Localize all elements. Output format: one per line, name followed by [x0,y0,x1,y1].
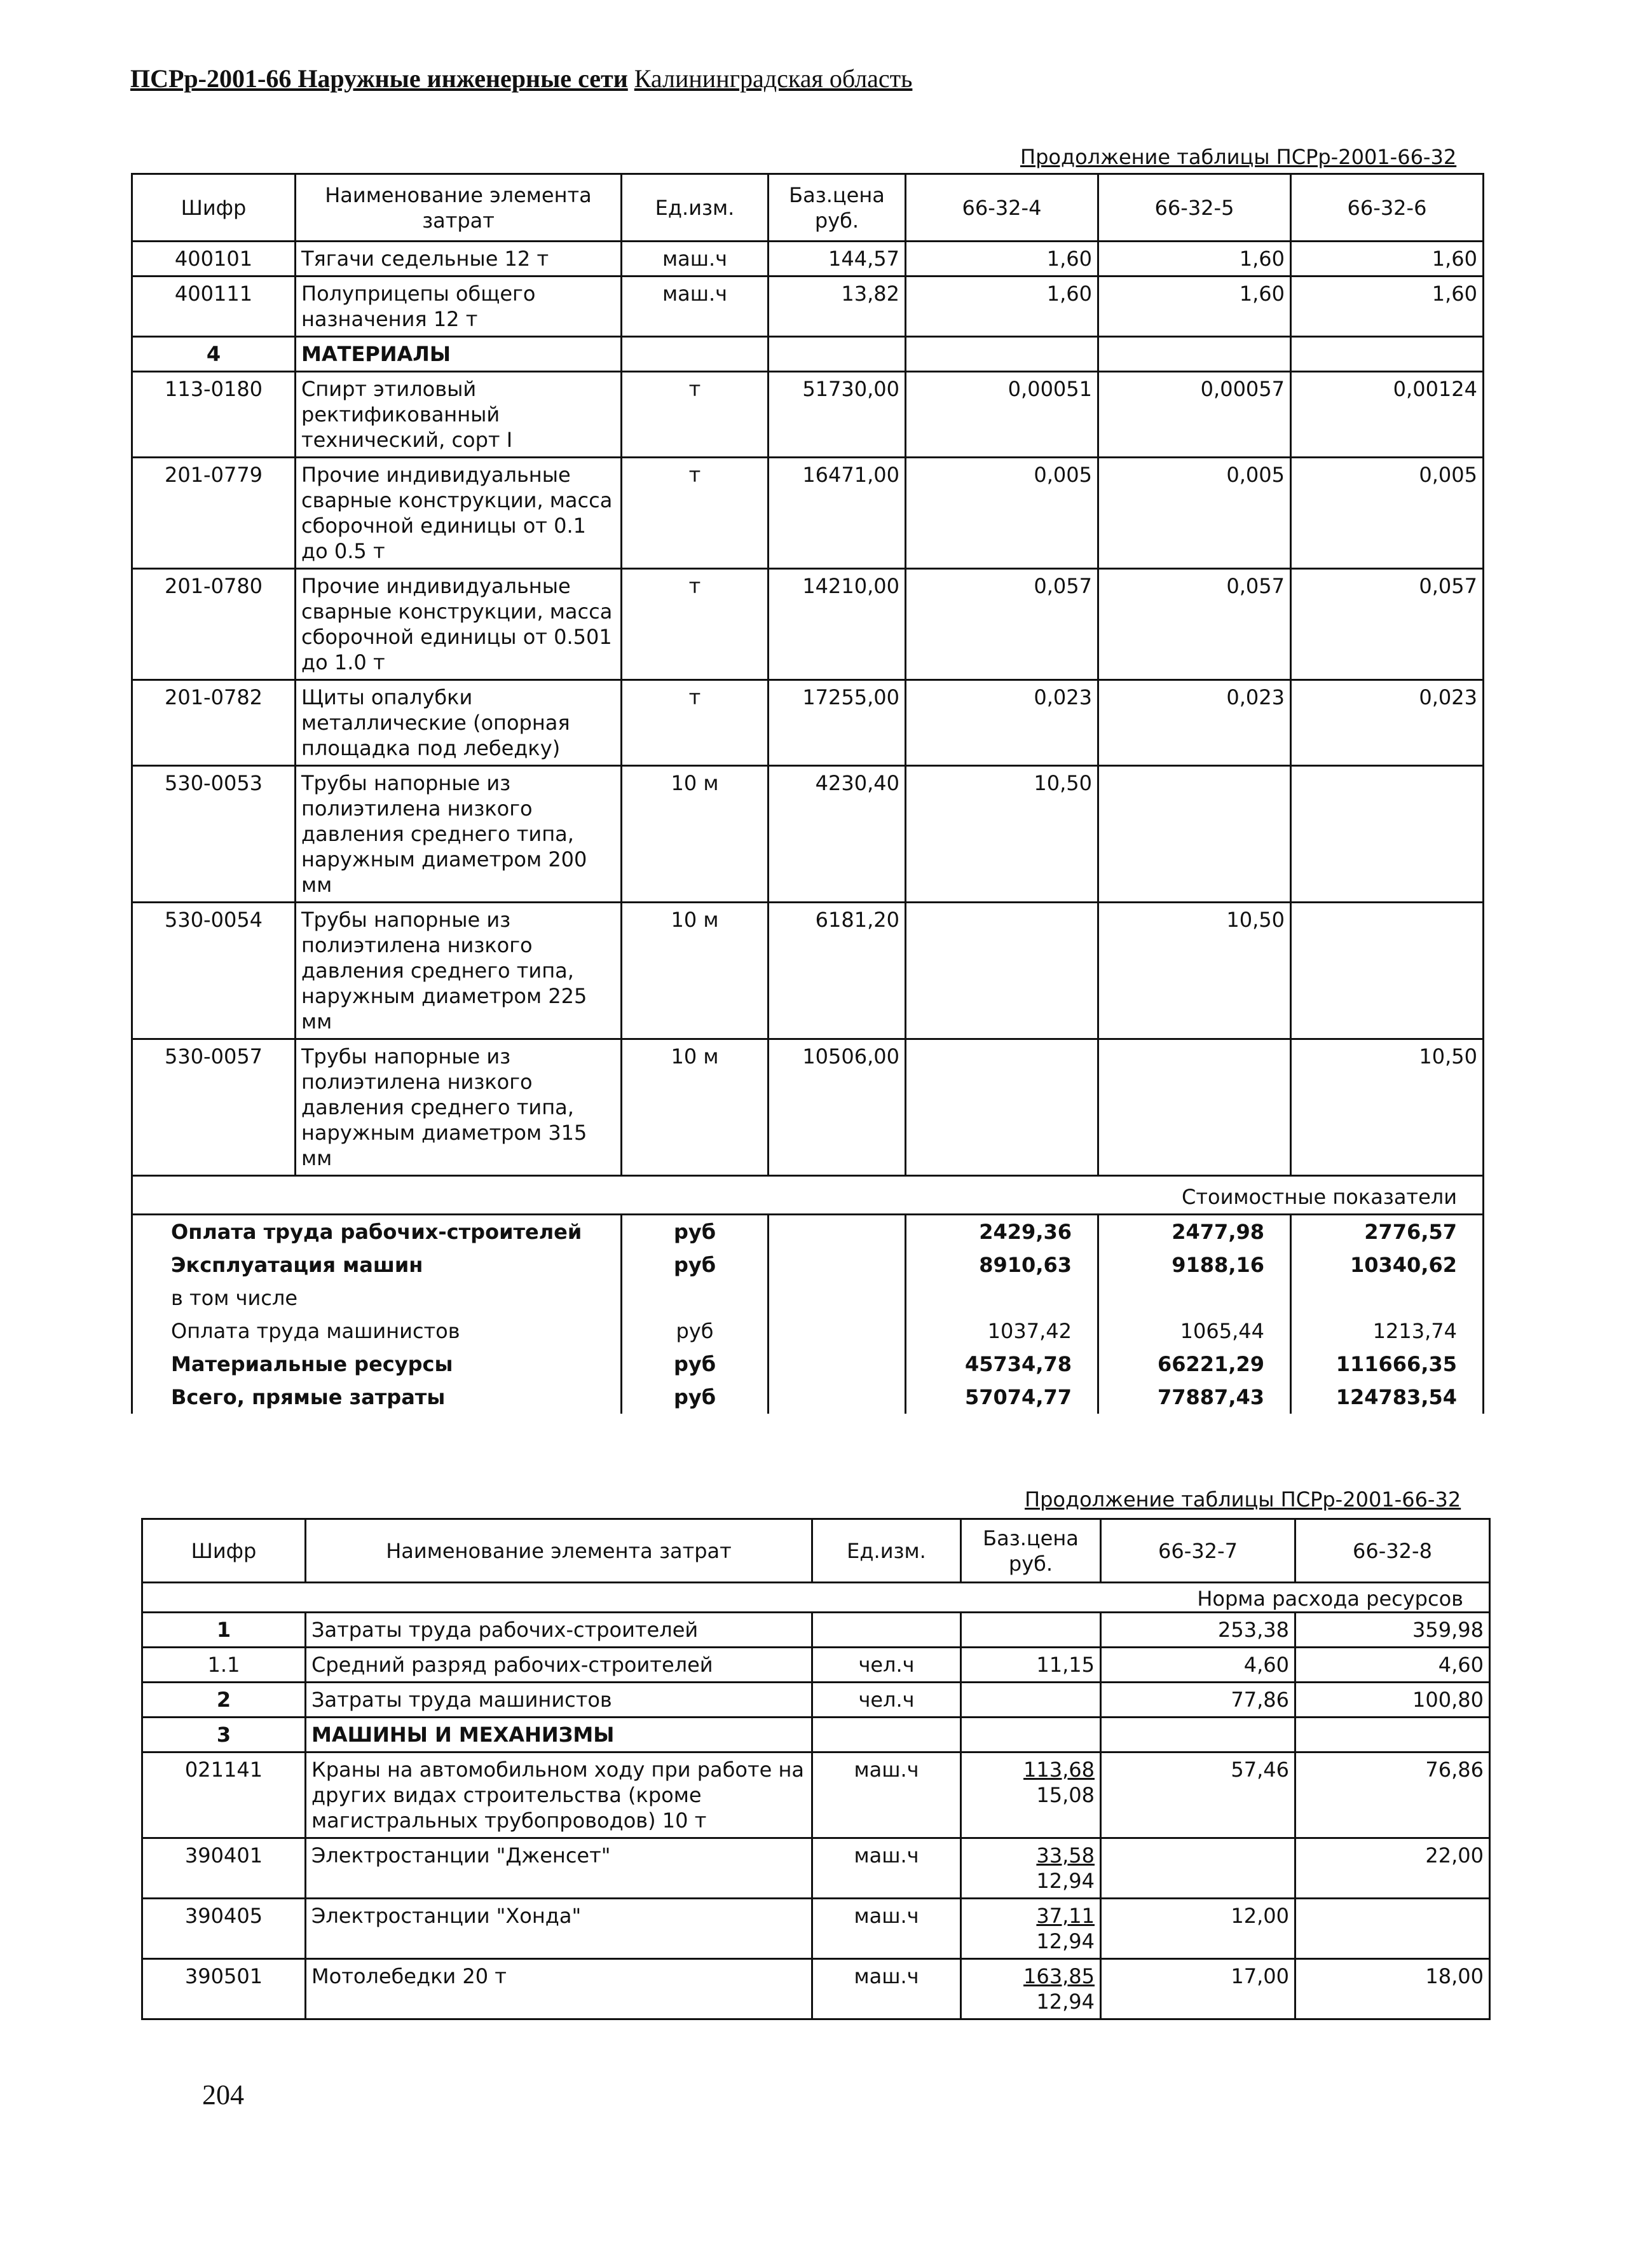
cell-name: МАШИНЫ И МЕХАНИЗМЫ [306,1718,812,1752]
table-row [132,1039,1484,1176]
table-row [142,1718,1490,1752]
column-header: 66-32-4 [906,174,1098,242]
column-header: Шифр [142,1519,306,1583]
cell-value: 18,00 [1295,1959,1490,2019]
price-fraction [1036,1903,1095,1954]
cell-unit: маш.ч [812,1838,961,1899]
cost-value: 66221,29 [1098,1348,1291,1381]
cell-price: 14210,00 [769,569,906,680]
cost-value: 10340,62 [1291,1248,1484,1281]
table-row [132,766,1484,903]
column-header: Баз.цена руб. [961,1519,1101,1583]
price-salary: 12,94 [1036,1929,1095,1953]
cell-value [906,337,1098,372]
cost-label: в том числе [132,1281,622,1315]
cell-value [1101,1718,1295,1752]
table-row [132,372,1484,458]
cell-code: 390405 [142,1899,306,1959]
cost-header: Стоимостные показатели [132,1176,1484,1215]
table1-continuation: Продолжение таблицы ПСРр-2001-66-32 [1020,145,1457,169]
column-header: 66-32-7 [1101,1519,1295,1583]
cell-name: Трубы напорные из полиэтилена низкого давления среднего типа, наружным диаметром 315 мм [296,1039,622,1176]
cell-unit: маш.ч [622,242,769,277]
cell-value: 1,60 [906,242,1098,277]
cell-value: 359,98 [1295,1613,1490,1648]
cell-unit: маш.ч [622,277,769,337]
cost-header-row [132,1176,1484,1215]
cost-value: 77887,43 [1098,1381,1291,1414]
cell-code: 113-0180 [132,372,296,458]
cell-code: 2 [142,1683,306,1718]
table-row [132,903,1484,1039]
cell-price: 6181,20 [769,903,906,1039]
cell-value: 0,057 [1098,569,1291,680]
cost-empty [769,1315,906,1348]
table-row [142,1959,1490,2019]
cell-value [1291,766,1484,903]
table2 [141,1518,1491,2020]
cell-code: 201-0780 [132,569,296,680]
cell-price: 11,15 [961,1648,1101,1683]
cost-value: 2429,36 [906,1215,1098,1249]
cell-unit: чел.ч [812,1683,961,1718]
column-header: Ед.изм. [812,1519,961,1583]
cell-value: 17,00 [1101,1959,1295,2019]
column-header: Баз.цена руб. [769,174,906,242]
cell-value [906,903,1098,1039]
cell-value [1101,1838,1295,1899]
cell-value [1098,1039,1291,1176]
cost-value: 1037,42 [906,1315,1098,1348]
column-header: 66-32-5 [1098,174,1291,242]
cell-value: 12,00 [1101,1899,1295,1959]
cell-unit: 10 м [622,766,769,903]
cell-price [961,1899,1101,1959]
cell-unit: чел.ч [812,1648,961,1683]
cell-value: 4,60 [1101,1648,1295,1683]
cell-name: Затраты труда рабочих-строителей [306,1613,812,1648]
price-base: 37,11 [1036,1904,1095,1928]
cell-value: 0,005 [906,458,1098,569]
cell-value: 0,005 [1291,458,1484,569]
table2-continuation: Продолжение таблицы ПСРр-2001-66-32 [1025,1487,1461,1512]
table-row [142,1683,1490,1718]
cost-row [132,1348,1484,1381]
price-salary: 12,94 [1036,1869,1095,1893]
cell-name: Прочие индивидуальные сварные конструкции, масса сборочной единицы от 0.501 до 1.0 т [296,569,622,680]
cost-empty [769,1248,906,1281]
cell-code: 021141 [142,1752,306,1838]
cost-row [132,1215,1484,1249]
cost-empty [769,1215,906,1249]
cost-value: 45734,78 [906,1348,1098,1381]
cell-unit: маш.ч [812,1959,961,2019]
cell-code: 530-0053 [132,766,296,903]
table-row [132,680,1484,766]
cell-value: 1,60 [1098,277,1291,337]
cell-value [1291,337,1484,372]
cell-price: 51730,00 [769,372,906,458]
cell-value: 0,023 [906,680,1098,766]
cell-value: 77,86 [1101,1683,1295,1718]
cost-empty [769,1281,906,1315]
cell-unit: маш.ч [812,1899,961,1959]
column-header: 66-32-8 [1295,1519,1490,1583]
table-row [142,1752,1490,1838]
cell-name: Трубы напорные из полиэтилена низкого давления среднего типа, наружным диаметром 200 мм [296,766,622,903]
cost-value [906,1281,1098,1315]
cost-unit: руб [622,1315,769,1348]
price-base: 33,58 [1036,1843,1095,1868]
cell-price [961,1752,1101,1838]
cell-value [1291,903,1484,1039]
cell-code: 400101 [132,242,296,277]
cell-price: 10506,00 [769,1039,906,1176]
table-row [142,1613,1490,1648]
cost-value: 9188,16 [1098,1248,1291,1281]
column-header: Шифр [132,174,296,242]
price-base: 113,68 [1023,1758,1095,1782]
cell-price [961,1838,1101,1899]
cell-unit: маш.ч [812,1752,961,1838]
cell-value [1295,1718,1490,1752]
cell-value: 1,60 [1098,242,1291,277]
cell-value: 0,005 [1098,458,1291,569]
cell-value: 10,50 [1291,1039,1484,1176]
cell-value [1098,766,1291,903]
cell-unit: т [622,372,769,458]
cell-price [961,1683,1101,1718]
cell-name: Тягачи седельные 12 т [296,242,622,277]
cell-value: 100,80 [1295,1683,1490,1718]
cell-unit [812,1718,961,1752]
cell-name: Щиты опалубки металлические (опорная площадка под лебедку) [296,680,622,766]
price-base: 163,85 [1023,1964,1095,1988]
cell-unit: т [622,569,769,680]
cost-value: 111666,35 [1291,1348,1484,1381]
cell-code: 530-0054 [132,903,296,1039]
cost-unit: руб [622,1215,769,1249]
cell-value: 57,46 [1101,1752,1295,1838]
cell-value: 0,057 [1291,569,1484,680]
cell-name: Электростанции "Хонда" [306,1899,812,1959]
cell-value: 0,00051 [906,372,1098,458]
norm-header: Норма расхода ресурсов [142,1583,1490,1613]
cell-value: 0,057 [906,569,1098,680]
cost-unit: руб [622,1348,769,1381]
cell-value: 10,50 [906,766,1098,903]
price-salary: 15,08 [1036,1783,1095,1807]
cell-price [961,1959,1101,2019]
cell-value: 0,023 [1291,680,1484,766]
cell-name: Полуприцепы общего назначения 12 т [296,277,622,337]
cell-price: 13,82 [769,277,906,337]
cell-value: 1,60 [1291,277,1484,337]
cost-row [132,1281,1484,1315]
cell-price [961,1613,1101,1648]
cell-name: Электростанции "Дженсет" [306,1838,812,1899]
cell-price: 16471,00 [769,458,906,569]
cell-value: 253,38 [1101,1613,1295,1648]
cell-code: 3 [142,1718,306,1752]
cell-name: Мотолебедки 20 т [306,1959,812,2019]
page-header [130,64,912,93]
cell-unit: 10 м [622,1039,769,1176]
cost-value: 124783,54 [1291,1381,1484,1414]
cell-price: 144,57 [769,242,906,277]
cell-unit: т [622,458,769,569]
cell-unit: т [622,680,769,766]
cost-row [132,1381,1484,1414]
cell-value [906,1039,1098,1176]
cell-code: 201-0779 [132,458,296,569]
cell-price: 4230,40 [769,766,906,903]
cell-unit [622,337,769,372]
cell-value: 0,00057 [1098,372,1291,458]
cost-label: Эксплуатация машин [132,1248,622,1281]
table-row [132,277,1484,337]
column-header: Ед.изм. [622,174,769,242]
cell-name: Прочие индивидуальные сварные конструкции, масса сборочной единицы от 0.1 до 0.5 т [296,458,622,569]
cost-value [1098,1281,1291,1315]
cell-name: Затраты труда машинистов [306,1683,812,1718]
cost-label: Оплата труда машинистов [132,1315,622,1348]
column-header: Наименование элемента затрат [296,174,622,242]
cell-unit: 10 м [622,903,769,1039]
cell-code: 1 [142,1613,306,1648]
cost-row [132,1315,1484,1348]
cost-label: Всего, прямые затраты [132,1381,622,1414]
price-fraction [1023,1757,1095,1808]
cost-value: 57074,77 [906,1381,1098,1414]
cell-code: 1.1 [142,1648,306,1683]
table-row [132,458,1484,569]
document-code: ПСРр-2001-66 Наружные инженерные сети [130,64,628,93]
cell-code: 390501 [142,1959,306,2019]
cell-value: 22,00 [1295,1838,1490,1899]
cost-unit: руб [622,1248,769,1281]
cell-name: Средний разряд рабочих-строителей [306,1648,812,1683]
table-row [142,1838,1490,1899]
cell-value: 0,00124 [1291,372,1484,458]
cell-name: Трубы напорные из полиэтилена низкого давления среднего типа, наружным диаметром 225 мм [296,903,622,1039]
cost-empty [769,1348,906,1381]
price-fraction [1036,1843,1095,1894]
cell-code: 201-0782 [132,680,296,766]
column-header: Наименование элемента затрат [306,1519,812,1583]
cost-value: 1213,74 [1291,1315,1484,1348]
table-row [142,1899,1490,1959]
cell-value: 76,86 [1295,1752,1490,1838]
cost-unit [622,1281,769,1315]
cost-unit: руб [622,1381,769,1414]
cell-name: Краны на автомобильном ходу при работе на других видах строительства (кроме магистральных трубопроводов) 10 т [306,1752,812,1838]
table-row [142,1648,1490,1683]
column-header: 66-32-6 [1291,174,1484,242]
cell-code: 400111 [132,277,296,337]
cell-unit [812,1613,961,1648]
cell-value: 4,60 [1295,1648,1490,1683]
table-row [132,242,1484,277]
cost-value: 2477,98 [1098,1215,1291,1249]
cost-value: 2776,57 [1291,1215,1484,1249]
cell-code: 530-0057 [132,1039,296,1176]
cost-label: Материальные ресурсы [132,1348,622,1381]
cell-name: МАТЕРИАЛЫ [296,337,622,372]
table-row [132,569,1484,680]
cost-value: 1065,44 [1098,1315,1291,1348]
table-row [132,337,1484,372]
cost-label: Оплата труда рабочих-строителей [132,1215,622,1249]
cell-name: Спирт этиловый ректификованный технический, сорт I [296,372,622,458]
cell-value: 1,60 [906,277,1098,337]
cell-value [1295,1899,1490,1959]
cell-price [961,1718,1101,1752]
cell-value [1098,337,1291,372]
cell-code: 390401 [142,1838,306,1899]
price-fraction [1023,1964,1095,2014]
cell-value: 0,023 [1098,680,1291,766]
cost-row [132,1248,1484,1281]
price-salary: 12,94 [1036,1990,1095,2014]
cost-empty [769,1381,906,1414]
document-region: Калининградская область [634,64,913,93]
page-number: 204 [202,2079,244,2110]
cell-price [769,337,906,372]
cell-value: 1,60 [1291,242,1484,277]
cost-value: 8910,63 [906,1248,1098,1281]
cost-value [1291,1281,1484,1315]
cell-value: 10,50 [1098,903,1291,1039]
table1 [131,173,1484,1414]
cell-price: 17255,00 [769,680,906,766]
cell-code: 4 [132,337,296,372]
